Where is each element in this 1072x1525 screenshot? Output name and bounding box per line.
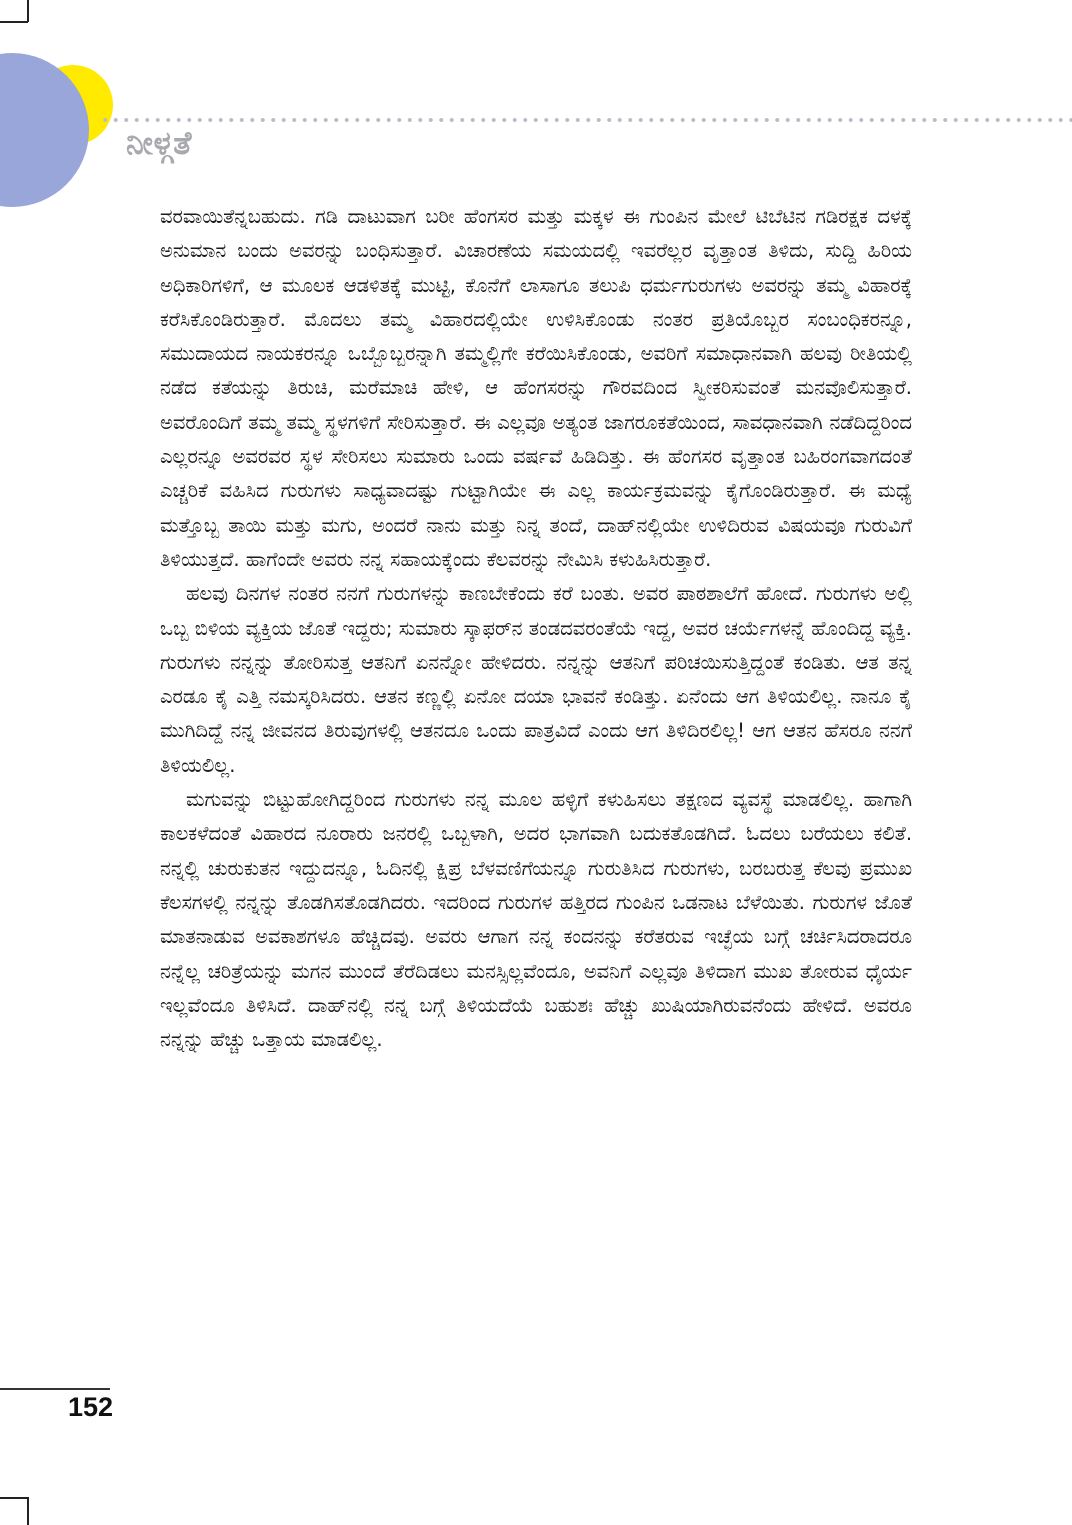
paragraph xyxy=(160,200,912,577)
crop-mark-bottom xyxy=(0,1497,28,1499)
text-line: ಮುಖ ತೋರುವ ಧೈರ್ಯ ಇಲ್ಲವೆಂದೂ ತಿಳಿಸಿದೆ. ದಾಹ್‌ನಲ್ಲಿ ನನ್ನ ಬಗ್ಗೆ ತಿಳಿಯದೆಯೆ xyxy=(160,959,913,1017)
body-text xyxy=(160,200,912,1057)
text-line: ನಾನು ಮತ್ತು ನಿನ್ನ ತಂದೆ, ದಾಹ್‌ನಲ್ಲಿಯೇ ಉಳಿದಿರುವ ವಿಷಯವೂ ಗುರುವಿಗೆ xyxy=(426,513,912,537)
text-line: ಸೇರಿಸಲು ಸುಮಾರು ಒಂದು ವರ್ಷವೆ ಹಿಡಿದಿತ್ತು. ಈ ಹೆಂಗಸರ ವೃತ್ತಾಂತ xyxy=(331,445,785,469)
text-line: ವ್ಯವಸ್ಥೆ ಮಾಡಲಿಲ್ಲ. ಹಾಗಾಗಿ ಕಾಲಕಳೆದಂತೆ ವಿಹಾರದ ನೂರಾರು ಜನರಲ್ಲಿ ಒಬ್ಬಳಾಗಿ, xyxy=(160,788,912,846)
text-line: ಚರಿತ್ರೆಯನ್ನು ಮಗನ ಮುಂದೆ ತೆರೆದಿಡಲು ಮನಸ್ಸಿಲ್ಲವೆಂದೂ, ಅವನಿಗೆ ಎಲ್ಲವೂ ತಿಳಿದಾಗ xyxy=(207,959,746,983)
paragraph xyxy=(160,577,912,783)
decorative-circles xyxy=(0,40,130,220)
text-line: ಅದರ ಭಾಗವಾಗಿ ಬದುಕತೊಡಗಿದೆ. ಓದಲು ಬರೆಯಲು ಕಲಿತೆ. ನನ್ನಲ್ಲಿ ಚುರುಕುತನ xyxy=(160,822,913,880)
text-line: ಮೂಲಕ ಆಡಳಿತಕ್ಕೆ ಮುಟ್ಟಿ, ಕೊನೆಗೆ ಲಾಸಾಗೂ ತಲುಪಿ ಧರ್ಮಗುರುಗಳು ಅವರನ್ನು ತಮ್ಮ xyxy=(281,273,848,297)
paragraph xyxy=(160,783,912,1057)
text-line: ಅವರು ಆಗಾಗ ನನ್ನ ಕಂದನನ್ನು ಕರೆತರುವ ಇಚ್ಛೆಯ ಬಗ್ಗೆ ಚರ್ಚಿಸಿದರಾದರೂ ನನ್ನೆಲ್ಲ xyxy=(160,925,913,983)
text-line: ಕಳುಹಿಸಿರುತ್ತಾರೆ. xyxy=(609,547,712,571)
text-line: ತಿಳಿಯಲಿಲ್ಲ. xyxy=(160,753,236,777)
text-line: ಪ್ರತಿಯೊಬ್ಬರ ಸಂಬಂಧಿಕರನ್ನೂ, ಸಮುದಾಯದ ನಾಯಕರನ್ನೂ ಒಬ್ಬೊಬ್ಬರನ್ನಾಗಿ xyxy=(160,307,912,366)
text-line: ವಿಹಾರಕ್ಕೆ ಕರೆಸಿಕೊಂಡಿರುತ್ತಾರೆ. ಮೊದಲು ತಮ್ಮ ವಿಹಾರದಲ್ಲಿಯೇ ಉಳಿಸಿಕೊಂಡು ನಂತರ xyxy=(160,273,912,331)
page-number: 152 xyxy=(68,1392,114,1422)
text-line: ಮಾಡಲಿಲ್ಲ. xyxy=(311,1028,383,1052)
text-line: ಮನವೊಲಿಸುತ್ತಾರೆ. ಅವರೊಂದಿಗೆ ತಮ್ಮ ತಮ್ಮ ಸ್ಥಳಗಳಿಗೆ ಸೇರಿಸುತ್ತಾರೆ. ಈ ಎಲ್ಲವೂ xyxy=(160,376,912,434)
dotted-header-rule xyxy=(100,117,1072,123)
text-line: ಅತ್ಯಂತ ಜಾಗರೂಕತೆಯಿಂದ, ಸಾವಧಾನವಾಗಿ ನಡೆದಿದ್ದರಿಂದ ಎಲ್ಲರನ್ನೂ ಅವರವರ ಸ್ಥಳ xyxy=(160,410,913,469)
text-line: ಸ್ಕಾಫರ್‌ನ ತಂಡದವರಂತೆಯೆ ಇದ್ದ, ಅವರ ಚರ್ಯೆಗಳನ್ನೆ ಹೊಂದಿದ್ದ ವ್ಯಕ್ತಿ. ಗುರುಗಳು xyxy=(160,616,913,674)
text-line: ಮೇಲೆ ಟಿಬೆಟಿನ ಗಡಿರಕ್ಷಕ ದಳಕ್ಕೆ ಅನುಮಾನ ಬಂದು ಅವರನ್ನು ಬಂಧಿಸುತ್ತಾರೆ. xyxy=(160,205,912,263)
text-line: ವರವಾಯಿತೆನ್ನಬಹುದು. ಗಡಿ ದಾಟುವಾಗ ಬರೀ ಹೆಂಗಸರ ಮತ್ತು ಮಕ್ಕಳ ಈ ಗುಂಪಿನ xyxy=(160,205,699,228)
text-line: ಪಾಠಶಾಲೆಗೆ ಹೋದೆ. ಗುರುಗಳು ಅಲ್ಲಿ ಒಬ್ಬ ಬಿಳಿಯ ವ್ಯಕ್ತಿಯ ಜೊತೆ ಇದ್ದರು; ಸುಮಾರು xyxy=(160,582,912,640)
text-line: ಹಲವು ದಿನಗಳ ನಂತರ ನನಗೆ ಗುರುಗಳನ್ನು ಕಾಣಬೇಕೆಂದು ಕರೆ ಬಂತು. ಅವರ xyxy=(186,582,669,606)
text-line: ಕಂಡಿತ್ತು. ಏನೆಂದು ಆಗ ತಿಳಿಯಲಿಲ್ಲ. ನಾನೂ ಕೈ ಮುಗಿದಿದ್ದೆ ನನ್ನ ಜೀವನದ ತಿರುವುಗಳಲ್ಲಿ xyxy=(160,685,912,743)
text-line: ಕತೆಯನ್ನು ತಿರುಚಿ, ಮರೆಮಾಚಿ ಹೇಳಿ, ಆ ಹೆಂಗಸರನ್ನು ಗೌರವದಿಂದ ಸ್ವೀಕರಿಸುವಂತೆ xyxy=(212,376,781,400)
footer-rule xyxy=(0,1388,110,1390)
text-line: ಕಂಡಿತು. ಆತ ತನ್ನ ಎರಡೂ ಕೈ ಎತ್ತಿ ನಮಸ್ಕರಿಸಿದರು. ಆತನ ಕಣ್ಣಲ್ಲಿ ಏನೋ ದಯಾ ಭಾವನೆ xyxy=(160,650,913,709)
text-line: ಕಾರ್ಯಕ್ರಮವನ್ನು ಕೈಗೊಂಡಿರುತ್ತಾರೆ. ಈ ಮಧ್ಯೆ ಮತ್ತೊಬ್ಬ ತಾಯಿ ಮತ್ತು ಮಗು, ಅಂದರೆ xyxy=(160,479,912,537)
crop-mark-bottom xyxy=(27,1497,29,1525)
text-line: ವಿಚಾರಣೆಯ ಸಮಯದಲ್ಲಿ ಇವರೆಲ್ಲರ ವೃತ್ತಾಂತ ತಿಳಿದು, ಸುದ್ದಿ ಹಿರಿಯ ಅಧಿಕಾರಿಗಳಿಗೆ, ಆ xyxy=(160,239,913,297)
text-line: ಬಹುಶಃ ಹೆಚ್ಚು ಖುಷಿಯಾಗಿರುವನೆಂದು ಹೇಳಿದೆ. ಅವರೂ ನನ್ನನ್ನು ಹೆಚ್ಚು ಒತ್ತಾಯ xyxy=(160,993,913,1052)
text-line: ಮಗುವನ್ನು ಬಿಟ್ಟುಹೋಗಿದ್ದರಿಂದ ಗುರುಗಳು ನನ್ನ ಮೂಲ ಹಳ್ಳಿಗೆ ಕಳುಹಿಸಲು ತಕ್ಷಣದ xyxy=(186,788,723,812)
text-line: ಗುಂಪಿನ ಒಡನಾಟ ಬೆಳೆಯಿತು. ಗುರುಗಳ ಜೊತೆ ಮಾತನಾಡುವ ಅವಕಾಶಗಳೂ ಹೆಚ್ಚಿದವು. xyxy=(160,890,913,949)
text-line: ಆತನದೂ ಒಂದು ಪಾತ್ರವಿದೆ ಎಂದು ಆಗ ತಿಳಿದಿರಲಿಲ್ಲ! ಆಗ ಆತನ ಹೆಸರೂ ನನಗೆ xyxy=(409,719,913,743)
crop-mark-top xyxy=(27,0,29,22)
running-title: ನೀಳ್ಗತೆ xyxy=(126,124,192,162)
text-line: ಇದ್ದುದನ್ನೂ, ಓದಿನಲ್ಲಿ ಕ್ಷಿಪ್ರ ಬೆಳವಣಿಗೆಯನ್ನೂ ಗುರುತಿಸಿದ ಗುರುಗಳು, ಬರಬರುತ್ತ ಕೆಲವು xyxy=(289,856,851,880)
text-line: ನನ್ನನ್ನು ತೋರಿಸುತ್ತ ಆತನಿಗೆ ಏನನ್ನೋ ಹೇಳಿದರು. ನನ್ನನ್ನು ಆತನಿಗೆ ಪರಿಚಯಿಸುತ್ತಿದ್ದಂತೆ xyxy=(230,650,785,674)
text-line: ಪ್ರಮುಖ ಕೆಲಸಗಳಲ್ಲಿ ನನ್ನನ್ನು ತೊಡಗಿಸತೊಡಗಿದರು. ಇದರಿಂದ ಗುರುಗಳ ಹತ್ತಿರದ xyxy=(160,856,913,914)
crop-mark-top xyxy=(0,21,28,23)
text-line: ಬಹಿರಂಗವಾಗದಂತೆ ಎಚ್ಚರಿಕೆ ವಹಿಸಿದ ಗುರುಗಳು ಸಾಧ್ಯವಾದಷ್ಟು ಗುಟ್ಟಾಗಿಯೇ ಈ ಎಲ್ಲ xyxy=(160,445,912,503)
text-line: ತಮ್ಮಲ್ಲಿಗೇ ಕರೆಯಿಸಿಕೊಂಡು, ಅವರಿಗೆ ಸಮಾಧಾನವಾಗಿ ಹಲವು ರೀತಿಯಲ್ಲಿ ನಡೆದ xyxy=(160,342,912,400)
text-line: ತಿಳಿಯುತ್ತದೆ. ಹಾಗೆಂದೇ ಅವರು ನನ್ನ ಸಹಾಯಕ್ಕೆಂದು ಕೆಲವರನ್ನು ನೇಮಿಸಿ xyxy=(160,547,604,571)
